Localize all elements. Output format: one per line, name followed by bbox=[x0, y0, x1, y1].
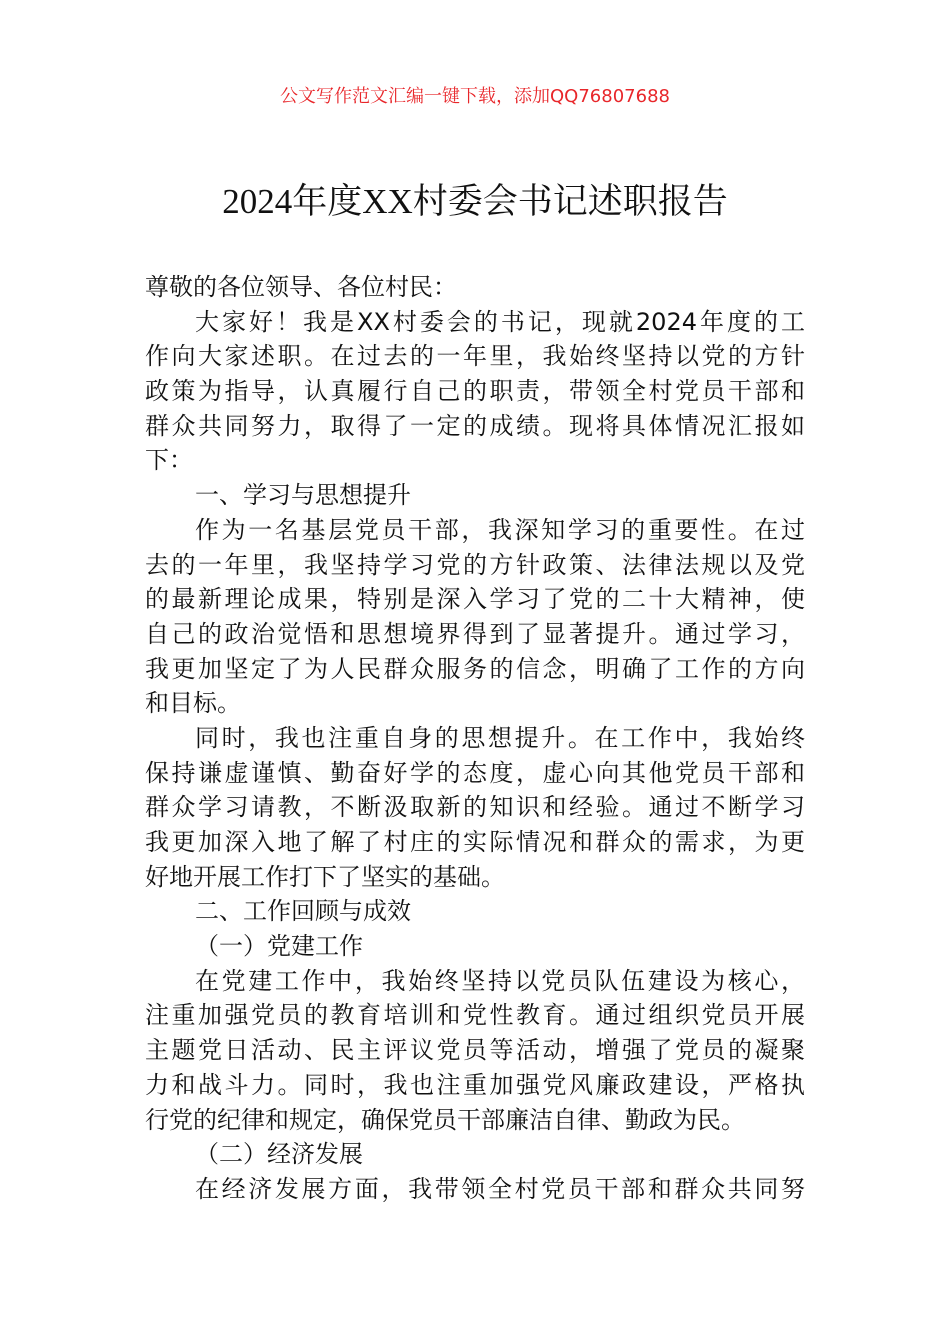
text-line: 在党建工作中，我始终坚持以党员队伍建设为核心， bbox=[195, 966, 805, 995]
text-line: 下： bbox=[145, 446, 193, 475]
text-line: 力和战斗力。同时，我也注重加强党风廉政建设，严格执 bbox=[145, 1070, 805, 1099]
text-line: 和目标。 bbox=[145, 689, 241, 718]
text-line: 群众学习请教，不断汲取新的知识和经验。通过不断学习 bbox=[145, 793, 805, 822]
text-line: 注重加强党员的教育培训和党性教育。通过组织党员开展 bbox=[145, 1001, 805, 1030]
text-line: 行党的纪律和规定，确保党员干部廉洁自律、勤政为民。 bbox=[145, 1105, 745, 1134]
text-line: 政策为指导，认真履行自己的职责，带领全村党员干部和 bbox=[145, 377, 805, 406]
text-line: 在经济发展方面，我带领全村党员干部和群众共同努 bbox=[195, 1174, 805, 1203]
text-line: 群众共同努力，取得了一定的成绩。现将具体情况汇报如 bbox=[145, 411, 805, 440]
document-title: 2024年度XX村委会书记述职报告 bbox=[222, 182, 728, 221]
text-line: 的最新理论成果，特别是深入学习了党的二十大精神，使 bbox=[145, 585, 805, 614]
text-line: 一、学习与思想提升 bbox=[195, 481, 411, 510]
text-line: 作向大家述职。在过去的一年里，我始终坚持以党的方针 bbox=[145, 342, 805, 371]
text-line: 同时，我也注重自身的思想提升。在工作中，我始终 bbox=[195, 723, 805, 752]
text-line: 保持谦虚谨慎、勤奋好学的态度，虚心向其他党员干部和 bbox=[145, 758, 805, 787]
text-line: 作为一名基层党员干部，我深知学习的重要性。在过 bbox=[195, 515, 805, 544]
text-line: （二）经济发展 bbox=[195, 1140, 363, 1169]
text-line: 去的一年里，我坚持学习党的方针政策、法律法规以及党 bbox=[145, 550, 805, 579]
text-line: 主题党日活动、民主评议党员等活动，增强了党员的凝聚 bbox=[145, 1036, 805, 1065]
text-line: （一）党建工作 bbox=[195, 932, 363, 961]
text-line: 尊敬的各位领导、各位村民： bbox=[145, 273, 457, 301]
text-line: 二、工作回顾与成效 bbox=[195, 897, 411, 926]
text-line: 我更加坚定了为人民群众服务的信念，明确了工作的方向 bbox=[145, 654, 805, 683]
text-line: 大家好！我是XX村委会的书记，现就2024年度的工 bbox=[195, 307, 805, 336]
download-banner: 公文写作范文汇编一键下载，添加QQ76807688 bbox=[280, 86, 670, 107]
document-body bbox=[145, 270, 805, 1207]
text-line: 我更加深入地了解了村庄的实际情况和群众的需求，为更 bbox=[145, 828, 805, 856]
text-line: 自己的政治觉悟和思想境界得到了显著提升。通过学习， bbox=[145, 619, 805, 648]
text-line: 好地开展工作打下了坚实的基础。 bbox=[145, 862, 505, 891]
